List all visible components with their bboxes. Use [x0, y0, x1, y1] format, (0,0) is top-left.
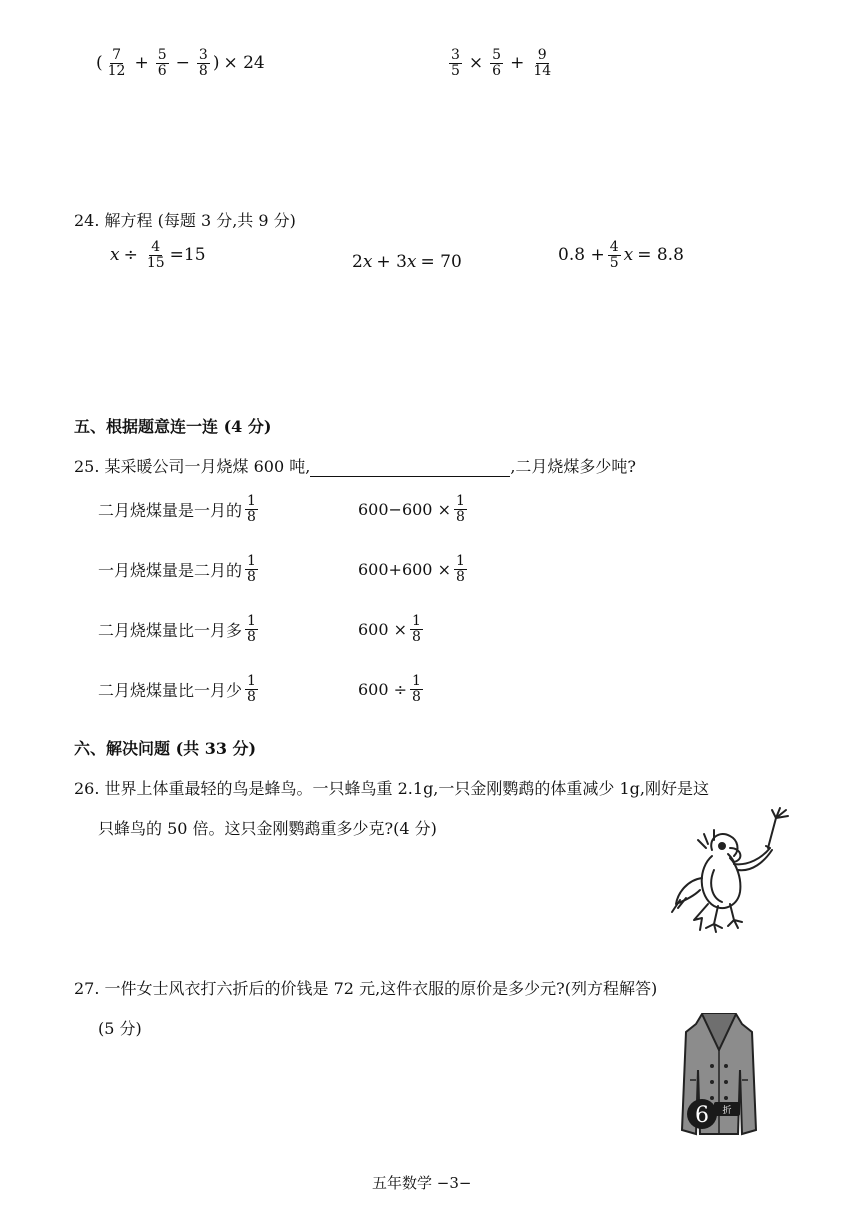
numerator: 4: [151, 239, 161, 255]
denominator: 8: [247, 508, 256, 525]
denominator: 8: [198, 62, 208, 79]
numerator: 1: [247, 493, 256, 509]
calc-expression-1: [96, 48, 265, 78]
question-25-text: [74, 454, 636, 477]
operator: +: [134, 53, 149, 74]
equation-2: [352, 252, 462, 272]
page-footer: 五年数学 −3−: [372, 1174, 472, 1192]
fraction: [156, 48, 169, 78]
question-27-line-2: (5 分): [98, 1019, 142, 1038]
section-5-title: 五、根据题意连一连 (4 分): [74, 417, 272, 436]
numerator: 1: [412, 613, 421, 629]
numerator: 3: [198, 47, 208, 63]
denominator: 6: [157, 62, 167, 79]
operator: ×: [468, 53, 484, 74]
equation-3: [558, 240, 684, 270]
numerator: 5: [492, 47, 502, 63]
paren-close: ): [212, 53, 220, 74]
numerator: 5: [157, 47, 167, 63]
operator: −: [175, 53, 190, 74]
variable: x: [362, 252, 373, 272]
numerator: 1: [247, 613, 256, 629]
numerator: 1: [455, 553, 465, 569]
numerator: 1: [247, 553, 256, 569]
equation-lhs: 0.8 +: [558, 245, 605, 266]
denominator: 8: [455, 568, 465, 585]
denominator: 8: [412, 628, 421, 645]
match-right-1[interactable]: [358, 494, 470, 524]
numerator: 3: [451, 47, 460, 63]
variable: x: [406, 252, 417, 272]
option-text: 二月烧煤量是一月的: [98, 500, 243, 520]
coefficient: 2: [352, 252, 363, 272]
question-24-title: 24. 解方程 (每题 3 分,共 9 分): [74, 211, 296, 230]
option-text: 600−600 ×: [358, 499, 451, 519]
equation-rhs: = 8.8: [637, 245, 684, 266]
section-6-title: 六、解决问题 (共 33 分): [74, 739, 257, 758]
match-left-4[interactable]: [98, 674, 261, 704]
match-right-3[interactable]: [358, 614, 426, 644]
numerator: 1: [455, 493, 465, 509]
equation-1: [110, 240, 206, 270]
match-left-3[interactable]: [98, 614, 261, 644]
denominator: 8: [247, 628, 256, 645]
coat-illustration: [680, 1010, 758, 1140]
sale-tag-text: 折: [722, 1106, 732, 1116]
fraction: [245, 554, 258, 584]
operator: + 3: [376, 252, 407, 272]
denominator: 5: [451, 62, 460, 79]
match-right-4[interactable]: [358, 674, 426, 704]
calc-expression-2: [446, 48, 556, 78]
fraction: [490, 48, 503, 78]
numerator: 1: [412, 673, 421, 689]
fraction: [454, 494, 467, 524]
match-right-2[interactable]: [358, 554, 470, 584]
question-25-lead: 25. 某采暖公司一月烧煤 600 吨,: [74, 457, 311, 476]
parrot-illustration: [668, 808, 798, 940]
fraction: [449, 48, 462, 78]
sale-tag-number: 6: [695, 1103, 709, 1128]
numerator: 4: [609, 239, 619, 255]
answer-blank[interactable]: [310, 460, 510, 477]
fraction: [106, 48, 128, 78]
question-27-line-1: 27. 一件女士风衣打六折后的价钱是 72 元,这件衣服的原价是多少元?(列方程解答): [74, 979, 658, 998]
fraction: [454, 554, 467, 584]
denominator: 8: [247, 688, 256, 705]
denominator: 15: [146, 254, 165, 271]
equation-rhs: = 70: [420, 252, 462, 272]
numerator: 1: [247, 673, 256, 689]
fraction: [245, 494, 258, 524]
variable: x: [623, 245, 634, 266]
option-text: 600 ×: [358, 619, 408, 639]
fraction: [608, 240, 621, 270]
variable: x: [110, 245, 120, 266]
numerator: 7: [112, 47, 122, 63]
operator: +: [510, 53, 525, 74]
option-text: 600 ÷: [358, 679, 408, 699]
equation-rhs: =15: [169, 245, 206, 266]
question-26-line-2: 只蜂鸟的 50 倍。这只金刚鹦鹉重多少克?(4 分): [98, 819, 437, 838]
fraction: [410, 674, 423, 704]
denominator: 8: [455, 508, 465, 525]
option-text: 二月烧煤量比一月少: [98, 680, 243, 700]
option-text: 二月烧煤量比一月多: [98, 620, 243, 640]
denominator: 5: [609, 254, 619, 271]
fraction: [245, 674, 258, 704]
expression-tail: × 24: [223, 53, 265, 74]
question-25-tail: ,二月烧煤多少吨?: [510, 457, 637, 476]
fraction: [531, 48, 553, 78]
denominator: 6: [492, 62, 502, 79]
question-26-line-1: 26. 世界上体重最轻的鸟是蜂鸟。一只蜂鸟重 2.1g,一只金刚鹦鹉的体重减少 1g,刚好是这: [74, 779, 709, 798]
match-left-1[interactable]: [98, 494, 261, 524]
denominator: 12: [107, 62, 126, 79]
fraction: [197, 48, 210, 78]
option-text: 一月烧煤量是二月的: [98, 560, 243, 580]
numerator: 9: [537, 47, 547, 63]
fraction: [410, 614, 423, 644]
denominator: 14: [533, 62, 552, 79]
option-text: 600+600 ×: [358, 559, 451, 579]
operator: ÷: [123, 245, 138, 266]
fraction: [145, 240, 167, 270]
denominator: 8: [247, 568, 256, 585]
match-left-2[interactable]: [98, 554, 261, 584]
denominator: 8: [412, 688, 421, 705]
paren-open: (: [96, 53, 103, 74]
fraction: [245, 614, 258, 644]
